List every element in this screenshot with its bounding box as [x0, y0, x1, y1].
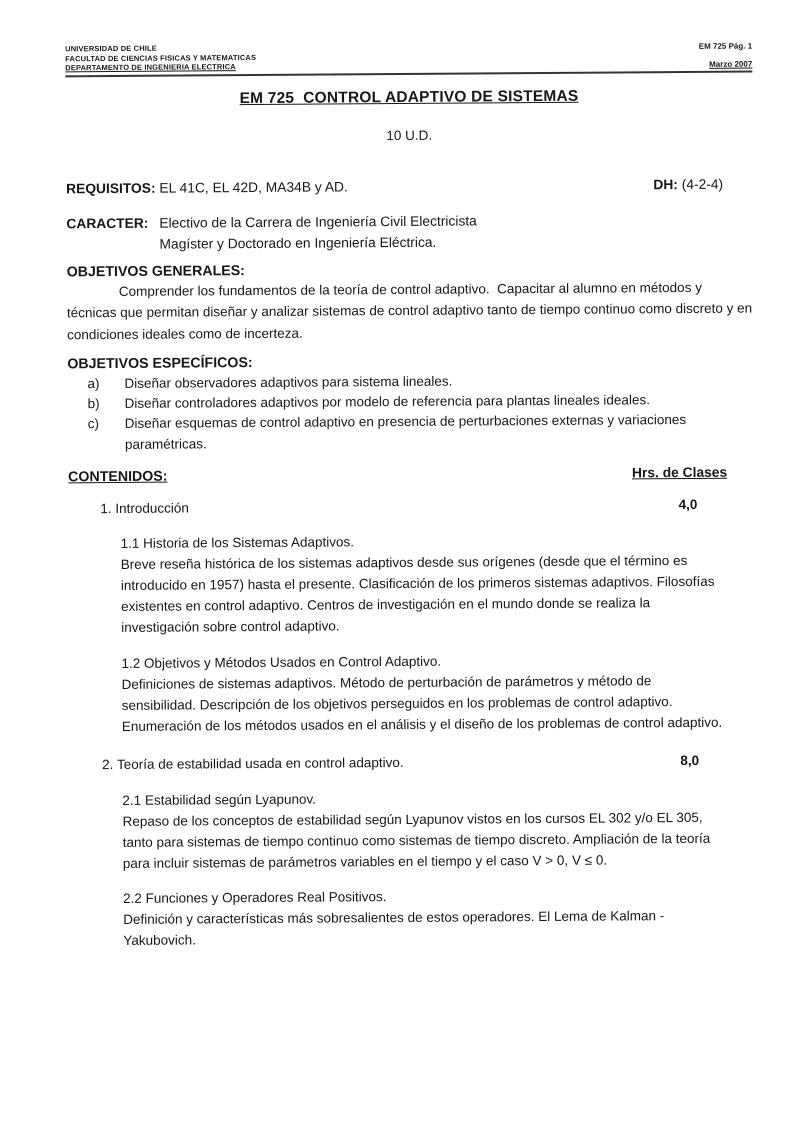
- character-line-1: Electivo de la Carrera de Ingeniería Civil Electricista: [159, 213, 477, 231]
- subsection-2-2: [123, 884, 725, 951]
- class-hours-heading: Hrs. de Clases: [631, 464, 728, 481]
- subsection-2-2-title: 2.2 Funciones y Operadores Real Positivos.: [123, 889, 387, 907]
- specific-objectives-heading: OBJETIVOS ESPECÍFICOS:: [67, 354, 253, 373]
- section-1-row: [68, 497, 755, 517]
- item-marker-a: a): [87, 375, 100, 392]
- subsection-2-1: [122, 786, 725, 874]
- course-title: EM 725 CONTROL ADAPTIVO DE SISTEMAS: [239, 87, 579, 108]
- credit-units: 10 U.D.: [386, 127, 433, 144]
- subsection-1-1: [121, 529, 724, 638]
- requirements-value: EL 41C, EL 42D, MA34B y AD.: [159, 179, 348, 196]
- item-text-b: Diseñar controladores adaptivos por modelo de referencia para plantas lineales ideales.: [124, 392, 650, 412]
- contents-header-row: [68, 465, 755, 486]
- subsection-1-1-title: 1.1 Historia de los Sistemas Adaptivos.: [120, 534, 355, 552]
- university-name: UNIVERSIDAD DE CHILE: [65, 43, 157, 54]
- item-marker-b: b): [87, 396, 100, 412]
- dh-hours: [653, 177, 723, 192]
- character-line-2: Magíster y Doctorado en Ingeniería Eléctrica.: [159, 234, 437, 252]
- dh-label: DH:: [653, 177, 678, 193]
- general-objectives-text: Comprender los fundamentos de la teoría de control adaptivo. Capacitar al alumno en métodos y técnicas que permitan diseñar y analizar sistemas de control adaptivo tanto de tiempo continuo como discreto y en condiciones ideales como de incerteza.: [66, 279, 756, 342]
- institution-block: [65, 43, 256, 73]
- requirements-row: [66, 177, 753, 197]
- faculty-name: FACULTAD DE CIENCIAS FISICAS Y MATEMATICAS: [65, 52, 257, 63]
- subsection-2-1-title: 2.1 Estabilidad según Lyapunov.: [122, 791, 317, 809]
- subsection-2-1-body: Repaso de los conceptos de estabilidad según Lyapunov vistos en los cursos EL 302 y/o EL 305, tanto para sistemas de tiempo continuo como sistemas de tiempo discreto. Ampliación de la teoría para incluir sistemas de parámetros variables en el tiempo y el caso V > 0, V ≤ 0.: [122, 809, 715, 872]
- item-text-c: Diseñar esquemas de control adaptivo en presencia de perturbaciones externas y variaciones paramétricas.: [124, 412, 687, 452]
- section-2-hours: 8,0: [680, 752, 700, 769]
- character-row: [66, 209, 753, 256]
- requirements-label: REQUISITOS:: [66, 180, 156, 197]
- item-text-a: Diseñar observadores adaptivos para sistema lineales.: [124, 373, 453, 391]
- general-objectives-heading: OBJETIVOS GENERALES:: [66, 263, 245, 281]
- page-meta-block: [699, 41, 753, 68]
- dh-value: (4-2-4): [681, 176, 724, 193]
- requirements: [66, 179, 348, 196]
- item-marker-c: c): [87, 416, 100, 432]
- course-code-page-number: EM 725 Pág. 1: [698, 41, 753, 51]
- subsection-1-2-body: Definiciones de sistemas adaptivos. Método de perturbación de parámetros y método de sensibilidad. Descripción de los objetivos perseguidos en los problemas de control adaptivo. Enumeración de los métodos usados en el análisis y el diseño de los problemas de control adaptivo.: [121, 673, 723, 735]
- subsection-1-2-title: 1.2 Objetivos y Métodos Usados en Control Adaptivo.: [121, 653, 442, 672]
- section-1-hours: 4,0: [678, 497, 698, 513]
- section-1-title: 1. Introducción: [100, 500, 189, 517]
- specific-objectives-list: [67, 369, 755, 455]
- list-item: [88, 410, 755, 455]
- contents-heading: CONTENIDOS:: [68, 468, 168, 486]
- character-label: CARACTER:: [66, 215, 149, 232]
- document-date: Marzo 2007: [709, 59, 753, 69]
- section-2-row: [70, 753, 757, 773]
- subsection-1-2: [121, 649, 724, 737]
- page-header: [65, 40, 752, 73]
- section-2-title: 2. Teoría de estabilidad usada en control adaptivo.: [102, 755, 404, 773]
- character-lines: [159, 210, 477, 254]
- department-name: DEPARTAMENTO DE INGENIERIA ELECTRICA: [65, 62, 236, 73]
- subsection-2-2-body: Definición y características más sobresalientes de estos operadores. El Lema de Kalman - Yakubovich.: [123, 908, 668, 949]
- subsection-1-1-body: Breve reseña histórica de los sistemas adaptivos desde sus orígenes (desde que el término es introducido en 1957) hasta el presente. Clasificación de los primeros sistemas adaptivos. Filosofías existentes en control adaptivo. Centros de investigación en el mundo donde se realiza la investigación sobre control adaptivo.: [120, 553, 719, 636]
